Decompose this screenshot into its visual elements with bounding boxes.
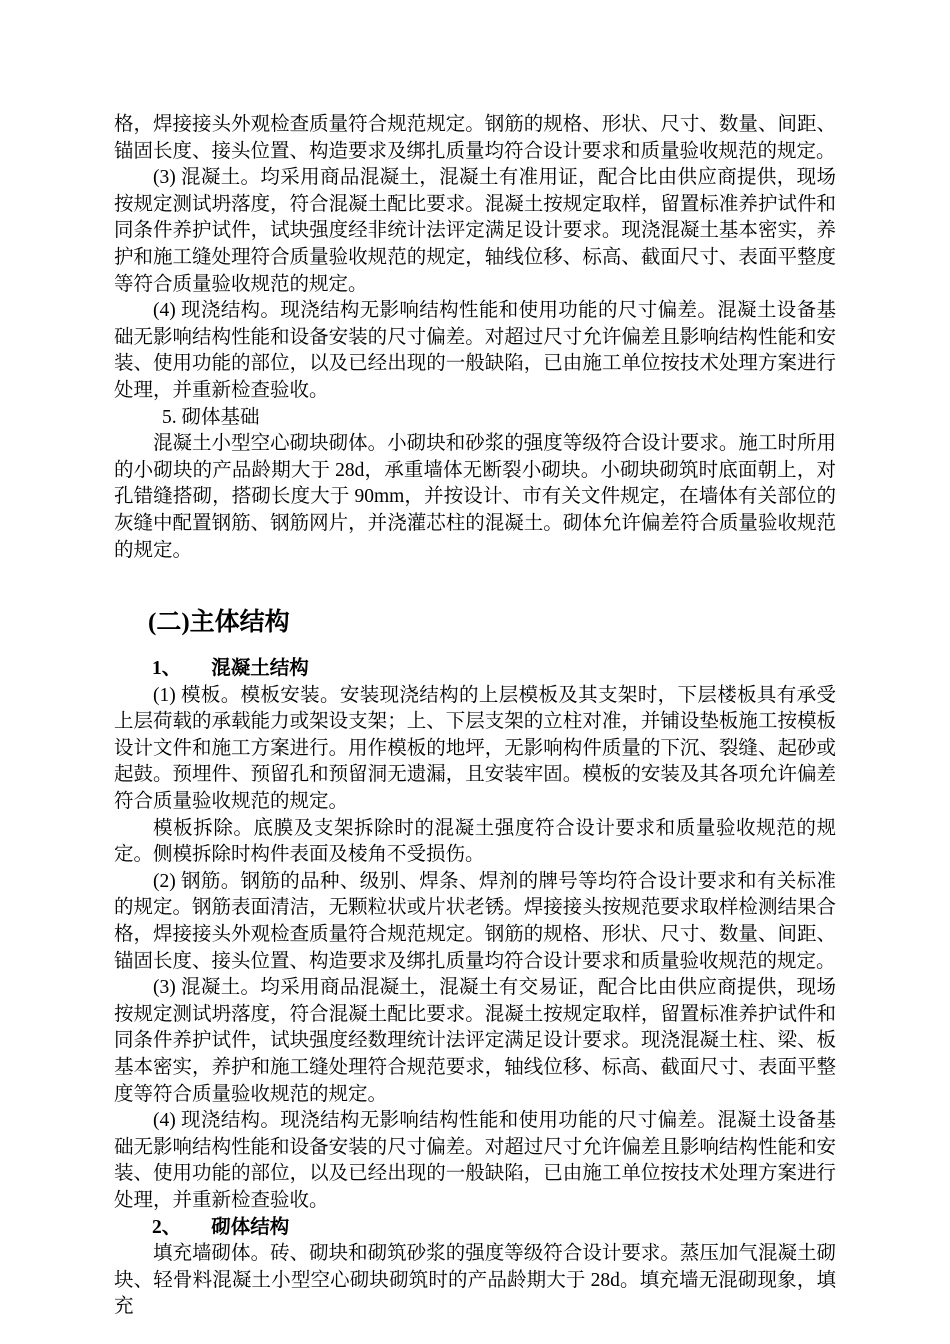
- subheading-masonry-number: 2、: [152, 1216, 182, 1238]
- heading-masonry-foundation: 5. 砌体基础: [162, 406, 260, 428]
- subheading-masonry-structure: [114, 1215, 836, 1242]
- paragraph-main-concrete: (3) 混凝土。均采用商品混凝土，混凝土有交易证，配合比由供应商提供，现场按规定测试坍落度，符合混凝土配比要求。混凝土按规定取样，留置标准养护试件和同条件养护试件，试块强度经数理统计法评定满足设计要求。现浇混凝土柱、梁、板基本密实，养护和施工缝处理符合规范要求，轴线位移、标高、截面尺寸、表面平整度等符合质量验收规范的规定。: [114, 977, 836, 1105]
- paragraph-masonry-foundation: 混凝土小型空心砌块砌体。小砌块和砂浆的强度等级符合设计要求。施工时所用的小砌块的产品龄期大于 28d，承重墙体无断裂小砌块。小砌块砌筑时底面朝上，对孔错缝搭砌，搭砌长度大于 90mm，并按设计、市有关文件规定，在墙体有关部位的灰缝中配置钢筋、钢筋网片，并浇灌芯柱的混凝土。砌体允许偏差符合质量验收规范的规定。: [114, 433, 836, 561]
- subheading-masonry-title: 砌体结构: [211, 1216, 290, 1238]
- paragraph-formwork: (1) 模板。模板安装。安装现浇结构的上层模板及其支架时，下层楼板具有承受上层荷载的承载能力或架设支架；上、下层支架的立柱对准，并铺设垫板施工按模板设计文件和施工方案进行。用作模板的地坪，无影响构件质量的下沉、裂缝、起砂或起鼓。预埋件、预留孔和预留洞无遗漏，且安装牢固。模板的安装及其各项允许偏差符合质量验收规范的规定。: [114, 684, 836, 813]
- subheading-concrete-structure: [114, 656, 836, 683]
- paragraph-formwork-removal: 模板拆除。底膜及支架拆除时的混凝土强度符合设计要求和质量验收规范的规定。侧模拆除时构件表面及棱角不受损伤。: [114, 817, 836, 866]
- paragraph-foundation-concrete: (3) 混凝土。均采用商品混凝土，混凝土有准用证，配合比由供应商提供，现场按规定测试坍落度，符合混凝土配比要求。混凝土按规定取样，留置标准养护试件和同条件养护试件，试块强度经非统计法评定满足设计要求。现浇混凝土基本密实，养护和施工缝处理符合质量验收规范的规定，轴线位移、标高、截面尺寸、表面平整度等符合质量验收规范的规定。: [114, 167, 836, 295]
- paragraph-foundation-cast-structure: (4) 现浇结构。现浇结构无影响结构性能和使用功能的尺寸偏差。混凝土设备基础无影响结构性能和设备安装的尺寸偏差。对超过尺寸允许偏差且影响结构性能和安装、使用功能的部位，以及已经出现的一般缺陷，已由施工单位按技术处理方案进行处理，并重新检查验收。: [114, 300, 836, 401]
- paragraph-main-rebar: (2) 钢筋。钢筋的品种、级别、焊条、焊剂的牌号等均符合设计要求和有关标准的规定。钢筋表面清洁，无颗粒状或片状老锈。焊接接头按规范要求取样检测结果合格，焊接接头外观检查质量符合规范规定。钢筋的规格、形状、尺寸、数量、间距、锚固长度、接头位置、构造要求及绑扎质量均符合设计要求和质量验收规范的规定。: [114, 870, 836, 972]
- paragraph-rebar-continued: 格，焊接接头外观检查质量符合规范规定。钢筋的规格、形状、尺寸、数量、间距、锚固长度、接头位置、构造要求及绑扎质量均符合设计要求和质量验收规范的规定。: [114, 114, 836, 162]
- section-heading-main-structure: (二)主体结构: [148, 609, 290, 637]
- paragraph-main-cast-structure: (4) 现浇结构。现浇结构无影响结构性能和使用功能的尺寸偏差。混凝土设备基础无影响结构性能和设备安装的尺寸偏差。对超过尺寸允许偏差且影响结构性能和安装、使用功能的部位，以及已经出现的一般缺陷，已由施工单位按技术处理方案进行处理，并重新检查验收。: [114, 1110, 836, 1211]
- paragraph-infill-masonry: 填充墙砌体。砖、砌块和砌筑砂浆的强度等级符合设计要求。蒸压加气混凝土砌块、轻骨料混凝土小型空心砌块砌筑时的产品龄期大于 28d。填充墙无混砌现象，填充: [114, 1243, 836, 1318]
- document-content: [114, 112, 836, 1321]
- subheading-concrete-title: 混凝土结构: [211, 658, 309, 680]
- subheading-concrete-number: 1、: [152, 658, 182, 680]
